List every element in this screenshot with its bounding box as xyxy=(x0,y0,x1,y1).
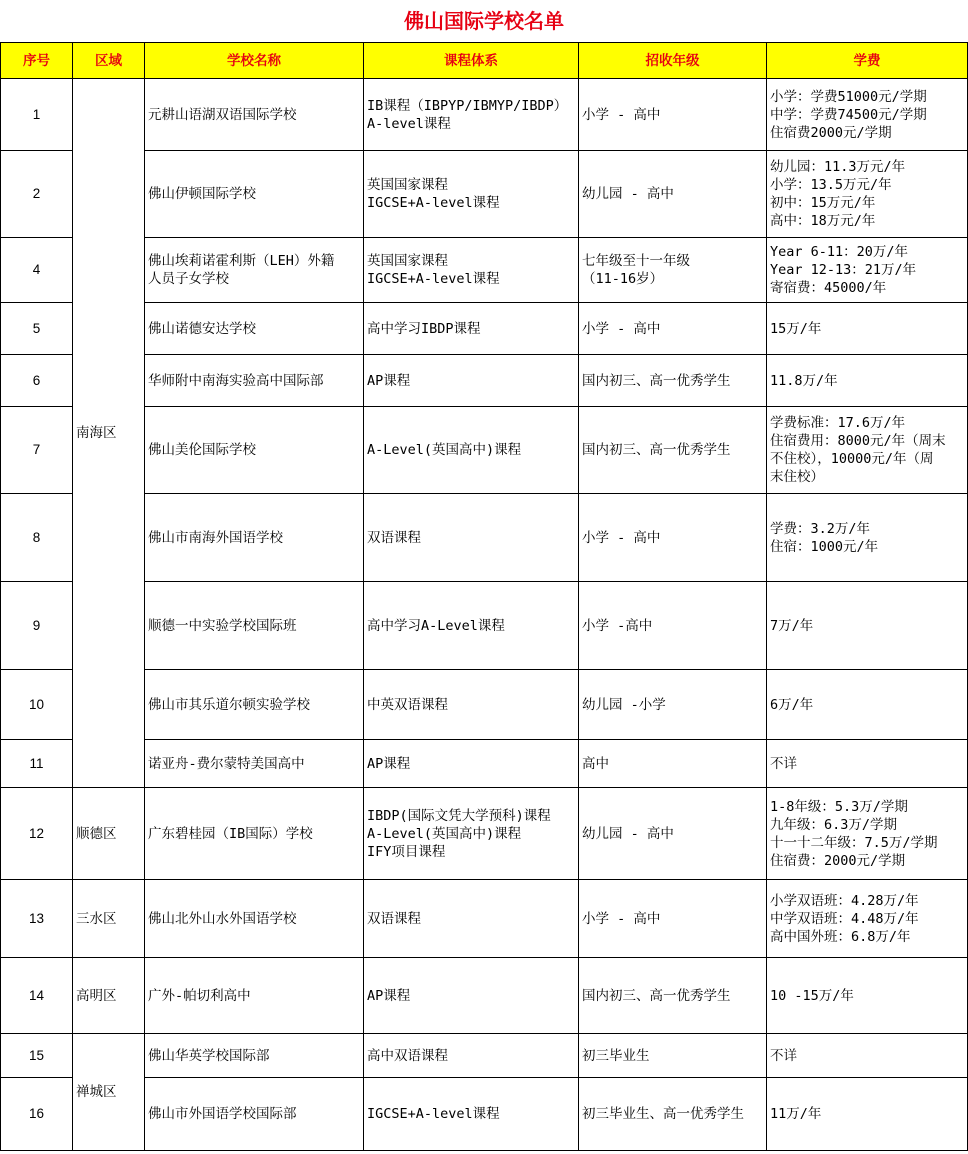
grades-line: 高中 xyxy=(582,755,609,772)
curriculum-line: 双语课程 xyxy=(367,910,421,927)
grades xyxy=(579,788,767,880)
curriculum xyxy=(364,788,579,880)
row-number: 7 xyxy=(1,407,73,494)
grades xyxy=(579,740,767,788)
school-name-line: 佛山美伦国际学校 xyxy=(148,442,256,458)
school-name-line: 佛山市外国语学校国际部 xyxy=(148,1106,297,1122)
curriculum-line: 中英双语课程 xyxy=(367,696,448,713)
curriculum-line: 双语课程 xyxy=(367,529,421,546)
fees-line: 学费：3.2万/年 xyxy=(770,520,871,537)
curriculum-line: IB课程（IBPYP/IBMYP/IBDP） xyxy=(367,97,568,114)
curriculum-line: A-Level(英国高中)课程 xyxy=(367,825,522,842)
fees-line: 住宿费用：8000元/年（周末 xyxy=(770,433,946,449)
page-title: 佛山国际学校名单 xyxy=(404,9,564,33)
row-number: 15 xyxy=(1,1034,73,1078)
school-name-line: 顺德一中实验学校国际班 xyxy=(148,617,297,634)
school-name xyxy=(145,79,364,151)
curriculum-line: IFY项目课程 xyxy=(367,843,446,860)
fees-line: 小学双语班：4.28万/年 xyxy=(770,892,919,909)
table-row xyxy=(1,788,968,880)
school-name xyxy=(145,1034,364,1078)
fees xyxy=(767,958,968,1034)
school-name xyxy=(145,151,364,238)
grades-line: 幼儿园 - 高中 xyxy=(582,825,674,842)
fees xyxy=(767,407,968,494)
curriculum xyxy=(364,303,579,355)
school-name-line: 广东碧桂园（IB国际）学校 xyxy=(148,825,313,842)
header-no: 序号 xyxy=(1,43,73,79)
row-number: 12 xyxy=(1,788,73,880)
grades-line: 国内初三、高一优秀学生 xyxy=(582,442,731,458)
fees-line: 中学双语班：4.48万/年 xyxy=(770,910,919,927)
school-name xyxy=(145,238,364,303)
fees-line: 11.8万/年 xyxy=(770,372,838,389)
grades xyxy=(579,355,767,407)
school-name xyxy=(145,355,364,407)
fees-line: 十一十二年级：7.5万/学期 xyxy=(770,834,938,851)
header-grades: 招收年级 xyxy=(579,43,767,79)
table-row xyxy=(1,1078,968,1151)
grades-line: 幼儿园 - 高中 xyxy=(582,186,674,202)
school-name-line: 元耕山语湖双语国际学校 xyxy=(148,106,297,123)
row-number: 1 xyxy=(1,79,73,151)
curriculum-line: 高中双语课程 xyxy=(367,1047,448,1064)
grades xyxy=(579,582,767,670)
school-name xyxy=(145,582,364,670)
grades-line: 国内初三、高一优秀学生 xyxy=(582,372,731,389)
row-number: 10 xyxy=(1,670,73,740)
fees xyxy=(767,494,968,582)
curriculum xyxy=(364,407,579,494)
grades-line: 小学 - 高中 xyxy=(582,320,661,337)
fees xyxy=(767,788,968,880)
fees-line: 7万/年 xyxy=(770,617,814,634)
fees-line: 11万/年 xyxy=(770,1106,822,1122)
fees-line: 小学：13.5万元/年 xyxy=(770,177,892,193)
grades-line: 小学 - 高中 xyxy=(582,529,661,546)
curriculum xyxy=(364,238,579,303)
fees-line: 中学：学费74500元/学期 xyxy=(770,106,927,123)
table-row xyxy=(1,880,968,958)
fees xyxy=(767,670,968,740)
fees-line: 学费标准：17.6万/年 xyxy=(770,415,906,431)
curriculum-line: IBDP(国际文凭大学预科)课程 xyxy=(367,807,551,824)
fees-line: 小学：学费51000元/学期 xyxy=(770,88,927,105)
grades xyxy=(579,407,767,494)
curriculum xyxy=(364,582,579,670)
grades-line: 小学 - 高中 xyxy=(582,106,661,123)
row-number: 4 xyxy=(1,238,73,303)
grades-line: 七年级至十一年级 xyxy=(582,253,690,269)
curriculum-line: A-level课程 xyxy=(367,115,451,132)
row-number: 5 xyxy=(1,303,73,355)
fees-line: Year 6-11：20万/年 xyxy=(770,244,909,260)
curriculum xyxy=(364,740,579,788)
fees xyxy=(767,303,968,355)
school-name xyxy=(145,740,364,788)
curriculum-line: IGCSE+A-level课程 xyxy=(367,271,500,287)
grades xyxy=(579,1034,767,1078)
table-row xyxy=(1,670,968,740)
row-number: 9 xyxy=(1,582,73,670)
fees xyxy=(767,151,968,238)
grades-line: 初三毕业生、高一优秀学生 xyxy=(582,1106,744,1122)
fees-line: 15万/年 xyxy=(770,320,822,337)
curriculum-line: 高中学习IBDP课程 xyxy=(367,320,481,337)
curriculum xyxy=(364,1034,579,1078)
curriculum xyxy=(364,880,579,958)
fees-line: 不详 xyxy=(770,1047,797,1064)
table-row xyxy=(1,1034,968,1078)
header-fees: 学费 xyxy=(767,43,968,79)
curriculum xyxy=(364,151,579,238)
school-name xyxy=(145,880,364,958)
region-cell: 高明区 xyxy=(73,958,145,1034)
row-number: 2 xyxy=(1,151,73,238)
grades xyxy=(579,1078,767,1151)
header-school: 学校名称 xyxy=(145,43,364,79)
grades xyxy=(579,670,767,740)
table-row xyxy=(1,79,968,151)
curriculum-line: 高中学习A-Level课程 xyxy=(367,617,505,634)
grades xyxy=(579,880,767,958)
row-number: 8 xyxy=(1,494,73,582)
fees xyxy=(767,740,968,788)
fees xyxy=(767,1078,968,1151)
school-table xyxy=(0,42,968,1151)
grades xyxy=(579,238,767,303)
fees-line: 高中：18万元/年 xyxy=(770,213,876,229)
school-name xyxy=(145,788,364,880)
school-name xyxy=(145,407,364,494)
fees-line: 末住校） xyxy=(770,469,824,485)
fees-line: 不详 xyxy=(770,755,797,772)
grades-line: 初三毕业生 xyxy=(582,1047,650,1064)
school-name-line: 佛山华英学校国际部 xyxy=(148,1047,270,1064)
row-number: 11 xyxy=(1,740,73,788)
fees xyxy=(767,880,968,958)
school-name-line: 佛山诺德安达学校 xyxy=(148,320,256,337)
school-name-line: 诺亚舟-费尔蒙特美国高中 xyxy=(148,755,305,772)
curriculum xyxy=(364,79,579,151)
grades-line: 小学 -高中 xyxy=(582,617,653,634)
grades xyxy=(579,494,767,582)
header-row xyxy=(1,43,968,79)
fees-line: 10 -15万/年 xyxy=(770,987,854,1004)
school-name-line: 佛山市其乐道尔顿实验学校 xyxy=(148,696,310,713)
header-curriculum: 课程体系 xyxy=(364,43,579,79)
school-name-line: 佛山北外山水外国语学校 xyxy=(148,910,297,927)
curriculum xyxy=(364,1078,579,1151)
fees-line: 幼儿园：11.3万元/年 xyxy=(770,159,906,175)
fees-line: 6万/年 xyxy=(770,696,814,713)
curriculum-line: IGCSE+A-level课程 xyxy=(367,1106,500,1122)
table-row xyxy=(1,151,968,238)
table-row xyxy=(1,303,968,355)
curriculum xyxy=(364,355,579,407)
curriculum-line: AP课程 xyxy=(367,755,411,772)
curriculum-line: IGCSE+A-level课程 xyxy=(367,195,500,211)
fees-line: 住宿费2000元/学期 xyxy=(770,124,892,141)
curriculum-line: 英国国家课程 xyxy=(367,253,448,269)
fees xyxy=(767,1034,968,1078)
table-row xyxy=(1,355,968,407)
fees xyxy=(767,355,968,407)
curriculum xyxy=(364,494,579,582)
grades xyxy=(579,151,767,238)
grades-line: 小学 - 高中 xyxy=(582,910,661,927)
fees-line: 初中：15万元/年 xyxy=(770,195,876,211)
school-name xyxy=(145,1078,364,1151)
school-name xyxy=(145,303,364,355)
region-cell: 南海区 xyxy=(73,79,145,788)
fees-line: 高中国外班：6.8万/年 xyxy=(770,928,911,945)
school-name-line: 佛山伊顿国际学校 xyxy=(148,186,256,202)
fees-line: Year 12-13：21万/年 xyxy=(770,262,917,278)
curriculum-line: AP课程 xyxy=(367,372,411,389)
curriculum xyxy=(364,958,579,1034)
fees xyxy=(767,238,968,303)
grades xyxy=(579,303,767,355)
table-row xyxy=(1,494,968,582)
table-row xyxy=(1,407,968,494)
grades xyxy=(579,958,767,1034)
table-row xyxy=(1,582,968,670)
grades-line: 幼儿园 -小学 xyxy=(582,696,666,713)
school-name-line: 佛山市南海外国语学校 xyxy=(148,529,283,546)
school-name-line: 人员子女学校 xyxy=(148,271,229,287)
school-name-line: 佛山埃莉诺霍利斯（LEH）外籍 xyxy=(148,253,335,269)
school-name xyxy=(145,670,364,740)
school-name-line: 广外-帕切利高中 xyxy=(148,987,251,1004)
school-name xyxy=(145,494,364,582)
row-number: 13 xyxy=(1,880,73,958)
fees xyxy=(767,79,968,151)
fees xyxy=(767,582,968,670)
curriculum xyxy=(364,670,579,740)
curriculum-line: 英国国家课程 xyxy=(367,177,448,193)
table-row xyxy=(1,958,968,1034)
school-name xyxy=(145,958,364,1034)
table-row xyxy=(1,740,968,788)
fees-line: 住宿：1000元/年 xyxy=(770,538,879,555)
curriculum-line: AP课程 xyxy=(367,987,411,1004)
fees-line: 住宿费：2000元/学期 xyxy=(770,852,906,869)
fees-line: 不住校），10000元/年（周 xyxy=(770,451,934,467)
school-name-line: 华师附中南海实验高中国际部 xyxy=(148,372,324,389)
region-cell: 顺德区 xyxy=(73,788,145,880)
row-number: 14 xyxy=(1,958,73,1034)
fees-line: 寄宿费：45000/年 xyxy=(770,280,887,296)
row-number: 6 xyxy=(1,355,73,407)
fees-line: 九年级：6.3万/学期 xyxy=(770,816,898,833)
region-cell: 三水区 xyxy=(73,880,145,958)
curriculum-line: A-Level(英国高中)课程 xyxy=(367,442,522,458)
header-region: 区域 xyxy=(73,43,145,79)
fees-line: 1-8年级：5.3万/学期 xyxy=(770,798,908,815)
region-cell: 禅城区 xyxy=(73,1034,145,1151)
grades-line: （11-16岁） xyxy=(582,271,664,287)
table-row xyxy=(1,238,968,303)
grades-line: 国内初三、高一优秀学生 xyxy=(582,987,731,1004)
grades xyxy=(579,79,767,151)
row-number: 16 xyxy=(1,1078,73,1151)
